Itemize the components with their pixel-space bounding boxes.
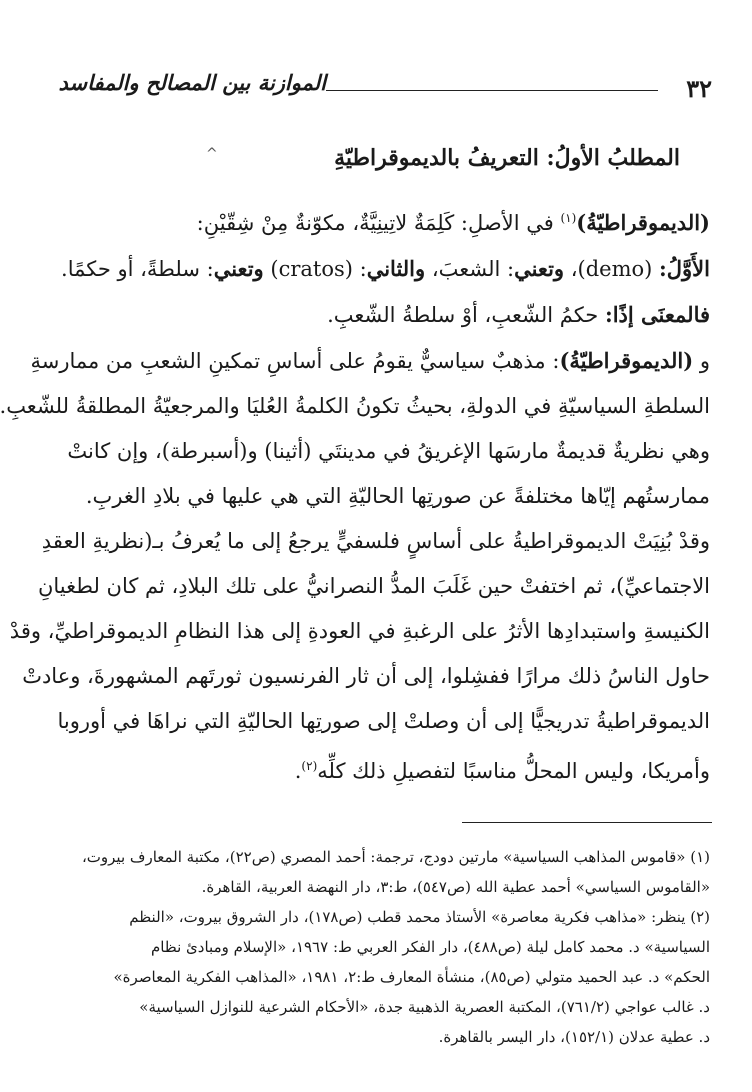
header-rule	[326, 90, 658, 91]
text-span: : الشعبَ،	[425, 257, 515, 281]
running-title: الموازنة بين المصالح والمفاسد	[58, 70, 326, 95]
text-line: السلطةِ السياسيّةِ في الدولةِ، بحيثُ تكونُ الكلمةُ العُليَا والمرجعيّةُ المطلقةُ للشّعبِ.	[0, 394, 710, 418]
term-bold: وتعني	[213, 256, 264, 281]
term-bold: (الديموقراطيّةُ)	[576, 210, 710, 235]
paragraph-meaning	[98, 292, 710, 338]
text-line: الكنيسةِ واستبدادِها الأثرُ على الرغبةِ في العودةِ إلى هذا النظامِ الديموقراطيِّ، وقدْ	[9, 619, 710, 643]
text-line: حاول الناسُ ذلك مرارًا ففشِلوا، إلى أن ثار الفرنسيون ثورتَهم المشهورةَ، وعادتْ	[22, 664, 710, 688]
text-span: في الأصلِ: كَلِمَةٌ لاتِينِيَّةٌ، مكوّنةٌ مِنْ شِقّيْنِ:	[196, 211, 561, 235]
paragraph-history	[9, 519, 710, 794]
term-bold: وتعني	[514, 256, 565, 281]
term-bold: والثاني	[366, 256, 426, 281]
term-bold: الأَوَّلُ:	[659, 256, 710, 281]
paragraph-parts	[61, 246, 710, 292]
footnote-line: الحكم» د. عبد الحميد متولي (ص٨٥)، منشأة المعارف ط:٢، ١٩٨١، «المذاهب الفكرية المعاصرة»	[113, 968, 710, 986]
section-title: المطلبُ الأولُ: التعريفُ بالديموقراطيّةِ	[334, 145, 680, 171]
page-number: ٣٢	[686, 74, 712, 103]
footnote-ref[interactable]: (١)	[560, 211, 577, 225]
text-line	[98, 196, 710, 246]
term-bold: فالمعنَى إذًا:	[604, 302, 710, 327]
text-line	[61, 246, 710, 292]
footnote-line: «القاموس السياسي» أحمد عطية الله (ص٥٤٧)، ط:٣، دار النهضة العربية، القاهرة.	[201, 878, 710, 896]
text-line: وهي نظريةٌ قديمةٌ مارسَها الإغريقُ في مدينتَي (أثينا) و(أسبرطة)، وإن كانتْ	[67, 439, 710, 463]
text-span: : (cratos)	[263, 257, 367, 281]
footnote-line: السياسية» د. محمد كامل ليلة (ص٤٨٨)، دار الفكر العربي ط: ١٩٦٧، «الإسلام ومبادئ نظام	[150, 938, 710, 956]
text-span: .	[294, 759, 302, 783]
paragraph-political-doctrine	[0, 338, 710, 429]
paragraph-definition	[98, 196, 710, 246]
text-line	[98, 292, 710, 338]
term-bold: (الديموقراطيّةُ)	[559, 348, 694, 373]
text-span: (demo)،	[564, 257, 660, 281]
text-line: ممارستُهم إيّاها مختلفةً عن صورتِها الحاليّةِ التي هي عليها في بلادِ الغربِ.	[85, 484, 710, 508]
footnotes	[81, 842, 710, 1052]
paragraph-ancient-theory	[67, 429, 710, 519]
footnote-line: د. عطية عدلان (١٥٢/١)، دار اليسر بالقاهرة.	[438, 1028, 710, 1046]
text-line: وقدْ بُنِيَتْ الديموقراطيةُ على أساسٍ فلسفيٍّ يرجعُ إلى ما يُعرفُ بـ(نظريةِ العقدِ	[41, 529, 710, 553]
text-line	[30, 338, 710, 384]
footnote-line: (١) «قاموس المذاهب السياسية» مارتين دودج، ترجمة: أحمد المصري (ص٢٢)، مكتبة المعارف بيروت،	[81, 848, 710, 866]
text-span: و	[693, 349, 710, 373]
text-span: : سلطةً، أو حكمًا.	[61, 257, 214, 281]
footnote-separator	[462, 822, 712, 823]
body-text	[0, 196, 710, 794]
footnote-line: (٢) ينظر: «مذاهب فكرية معاصرة» الأستاذ محمد قطب (ص١٧٨)، دار الشروق بيروت، «النظم	[129, 908, 710, 926]
footnote-line: د. غالب عواجي (٧٦١/٢)، المكتبة العصرية الذهبية جدة، «الأحكام الشرعية للنوازل السياسية»	[139, 998, 710, 1016]
footnote-ref[interactable]: (٢)	[301, 759, 318, 773]
text-line: الديموقراطيةُ تدريجيًّا إلى أن وصلتْ إلى صورتِها الحاليّةِ التي نراهَا في أوروبا	[57, 709, 710, 733]
page-header	[58, 50, 712, 110]
text-span: حكمُ الشّعبِ، أوْ سلطةُ الشّعبِ.	[327, 303, 605, 327]
text-span: وأمريكا، وليس المحلُّ مناسبًا لتفصيلِ ذلك كلِّه	[317, 759, 710, 783]
text-line	[98, 744, 710, 794]
text-span: : مذهبٌ سياسيٌّ يقومُ على أساسِ تمكينِ الشعبِ من ممارسةِ	[30, 349, 560, 373]
caret-mark-icon: ^	[206, 146, 218, 162]
text-line: الاجتماعيِّ)، ثم اختفتْ حين غَلَبَ المدُّ النصرانيُّ على تلك البلادِ، ثم كان لطغيانِ	[37, 574, 710, 598]
